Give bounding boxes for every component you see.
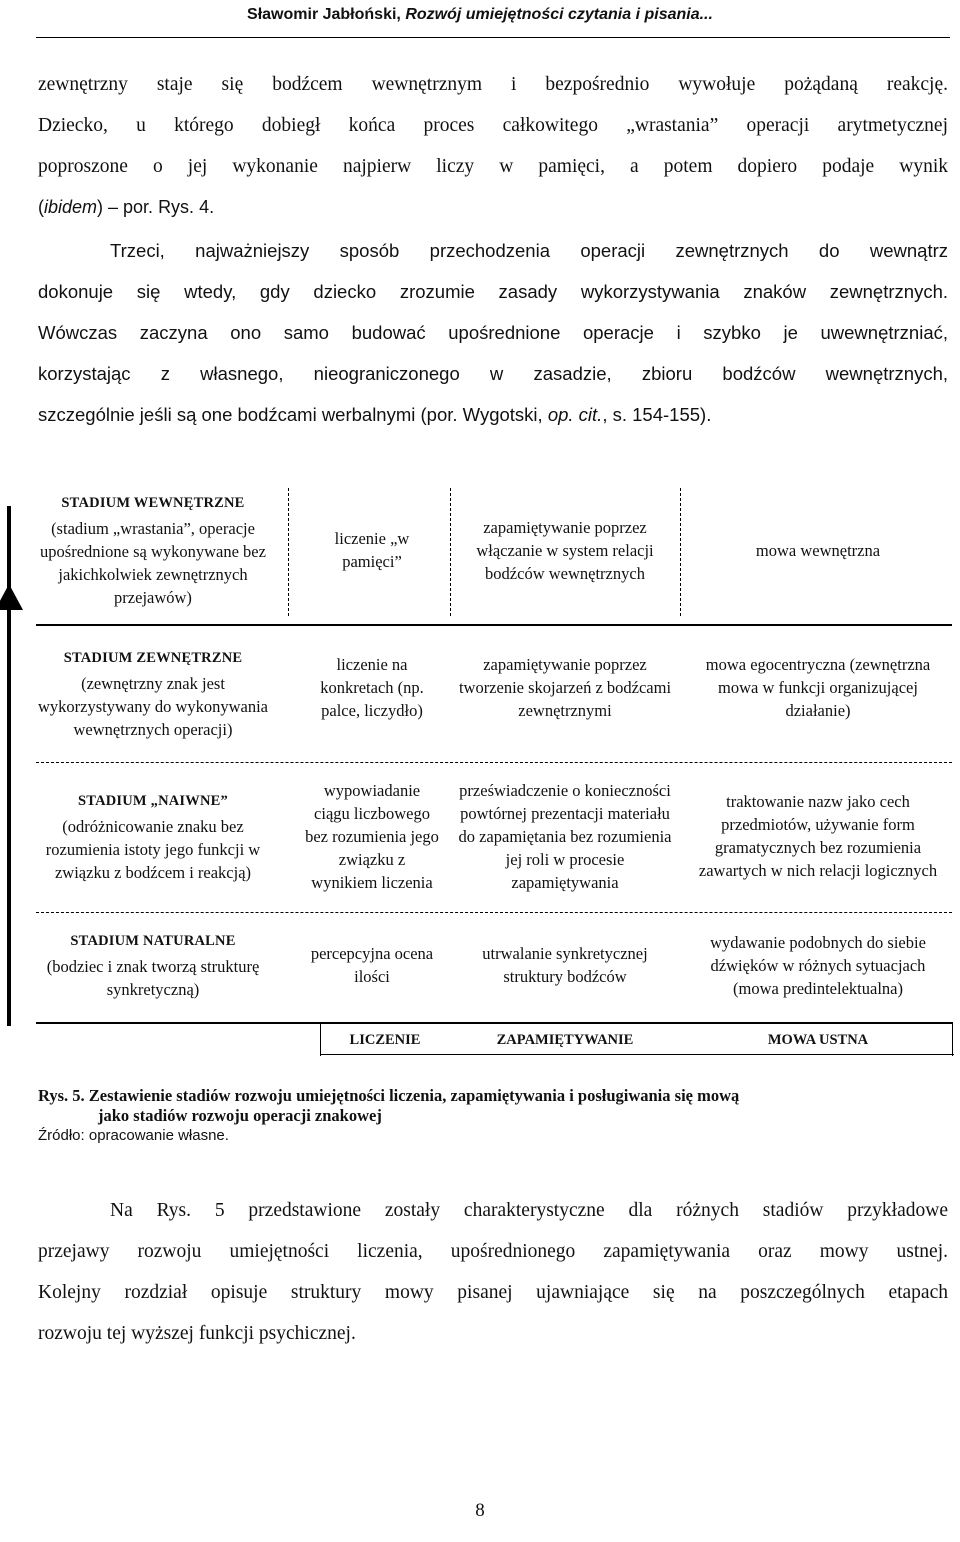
- stage-external-title: STADIUM ZEWNĘTRZNE: [63, 650, 243, 666]
- paragraph-1: [38, 64, 948, 228]
- speech-external: mowa egocentryczna (zewnętrzna mowa w funkcji organizującej działanie): [705, 654, 931, 720]
- top-divider-1: [288, 488, 289, 616]
- speech-natural: wydawanie podobnych do siebie dźwięków w różnych sytuacjach (mowa predintelektualna): [710, 932, 926, 998]
- row-divider-1: [36, 624, 952, 626]
- footer-right-border: [952, 1022, 953, 1056]
- para1-line4-rest: ) – por. Rys. 4.: [97, 197, 215, 217]
- para1-line1: zewnętrzny staje się bodźcem wewnętrznym i bezpośrednio wywołuje pożądaną reakcję.: [38, 74, 948, 95]
- stage-naive-cell: [36, 772, 270, 902]
- header-rule: [36, 37, 950, 38]
- para1-line4-open: (: [38, 197, 44, 217]
- footer-bottom-rule: [320, 1054, 954, 1055]
- counting-external: liczenie na konkretach (np. palce, liczydło): [320, 654, 424, 720]
- running-header: [0, 6, 960, 24]
- para2-line1: Trzeci, najważniejszy sposób przechodzenia operacji zewnętrznych do wewnątrz: [110, 240, 948, 261]
- caption-source: Źródło: opracowanie własne.: [38, 1127, 229, 1144]
- stage-internal-title: STADIUM WEWNĘTRZNE: [61, 494, 245, 511]
- top-divider-3: [680, 488, 681, 616]
- footer-counting: LICZENIE: [349, 1031, 421, 1048]
- para3-line3: Kolejny rozdział opisuje struktury mowy pisanej ujawniające się na poszczególnych etapach: [38, 1282, 948, 1303]
- para2-line5: [38, 394, 948, 435]
- footer-top-rule: [36, 1022, 952, 1024]
- para3-line1: Na Rys. 5 przedstawione zostały charakterystyczne dla różnych stadiów przykładowe: [110, 1200, 948, 1221]
- header-author: Sławomir Jabłoński,: [247, 6, 406, 23]
- figure-caption: [38, 1086, 918, 1146]
- footer-speech: MOWA USTNA: [767, 1031, 869, 1048]
- stage-naive-desc: (odróżnicowanie znaku bez rozumienia istoty jego funkcji w związku z bodźcem i reakcją): [45, 817, 261, 882]
- stage-external-cell: [36, 632, 270, 756]
- arrow-up-icon: [0, 584, 23, 610]
- para1-line4: [38, 187, 948, 228]
- header-title: Rozwój umiejętności czytania i pisania...: [405, 6, 713, 23]
- para2-line4: korzystając z własnego, nieograniczonego w zasadzie, zbioru bodźców wewnętrznych,: [38, 363, 948, 384]
- footer-memorizing: ZAPAMIĘTYWANIE: [496, 1031, 634, 1048]
- ibidem-text: ibidem: [44, 197, 98, 217]
- counting-internal: liczenie „w pamięci”: [334, 529, 410, 571]
- speech-internal: mowa wewnętrzna: [755, 540, 881, 560]
- stage-natural-cell: [36, 920, 270, 1010]
- para1-line2: Dziecko, u którego dobiegł końca proces całkowitego „wrastania” operacji arytmetycznej: [38, 115, 948, 136]
- op-cit-text: op. cit.: [547, 404, 603, 425]
- stage-internal-cell: [36, 488, 270, 612]
- memorizing-naive: przeświadczenie o konieczności powtórnej prezentacji materiału do zapamiętania bez rozumienia jej roli w procesie zapamiętywania: [458, 780, 672, 892]
- para2-line2: dokonuje się wtedy, gdy dziecko zrozumie zasady wykorzystywania znaków zewnętrznych.: [38, 281, 948, 302]
- caption-title-line1: Zestawienie stadiów rozwoju umiejętności liczenia, zapamiętywania i posługiwania się mową: [88, 1086, 740, 1105]
- stages-figure: [36, 488, 956, 1058]
- stage-external-desc: (zewnętrzny znak jest wykorzystywany do wykonywania wewnętrznych operacji): [37, 674, 269, 739]
- stage-natural-desc: (bodziec i znak tworzą strukturę synkretyczną): [46, 956, 260, 999]
- para1-line3: poproszone o jej wykonanie najpierw liczy w pamięci, a potem dopiero podaje wynik: [38, 156, 948, 177]
- para2-line5-b: , s. 154-155).: [602, 404, 712, 425]
- row-divider-3: [36, 912, 952, 913]
- para2-line3: Wówczas zaczyna ono samo budować upośrednione operacje i szybko je uwewnętrzniać,: [38, 322, 948, 343]
- memorizing-natural: utrwalanie synkretycznej struktury bodźców: [482, 944, 648, 986]
- caption-title-line2: jako stadiów rozwoju operacji znakowej: [98, 1106, 382, 1125]
- counting-natural: percepcyjna ocena ilości: [310, 944, 434, 986]
- para2-line5-a: szczególnie jeśli są one bodźcami werbalnymi (por. Wygotski,: [38, 404, 548, 425]
- paragraph-2: [38, 230, 948, 435]
- memorizing-external: zapamiętywanie poprzez tworzenie skojarzeń z bodźcami zewnętrznymi: [458, 654, 672, 720]
- para3-line4: rozwoju tej wyższej funkcji psychicznej.: [38, 1323, 356, 1344]
- caption-label: Rys. 5.: [38, 1086, 89, 1105]
- stage-internal-desc: (stadium „wrastania”, operacje upośrednione są wykonywane bez jakichkolwiek zewnętrznych przejawów): [40, 518, 266, 607]
- memorizing-internal: zapamiętywanie poprzez włączanie w system relacji bodźców wewnętrznych: [476, 517, 654, 583]
- stage-natural-title: STADIUM NATURALNE: [70, 932, 236, 949]
- top-divider-2: [450, 488, 451, 616]
- counting-naive: wypowiadanie ciągu liczbowego bez rozumienia jego związku z wynikiem liczenia: [305, 780, 439, 892]
- paragraph-3: [38, 1190, 948, 1354]
- para3-line2: przejawy rozwoju umiejętności liczenia, upośrednionego zapamiętywania oraz mowy ustnej.: [38, 1241, 948, 1262]
- speech-naive: traktowanie nazw jako cech przedmiotów, używanie form gramatycznych bez rozumienia zawartych w nich relacji logicznych: [698, 792, 938, 880]
- page-number: 8: [475, 1500, 485, 1521]
- row-divider-2: [36, 762, 952, 763]
- stage-naive-title: STADIUM „NAIWNE”: [78, 793, 228, 809]
